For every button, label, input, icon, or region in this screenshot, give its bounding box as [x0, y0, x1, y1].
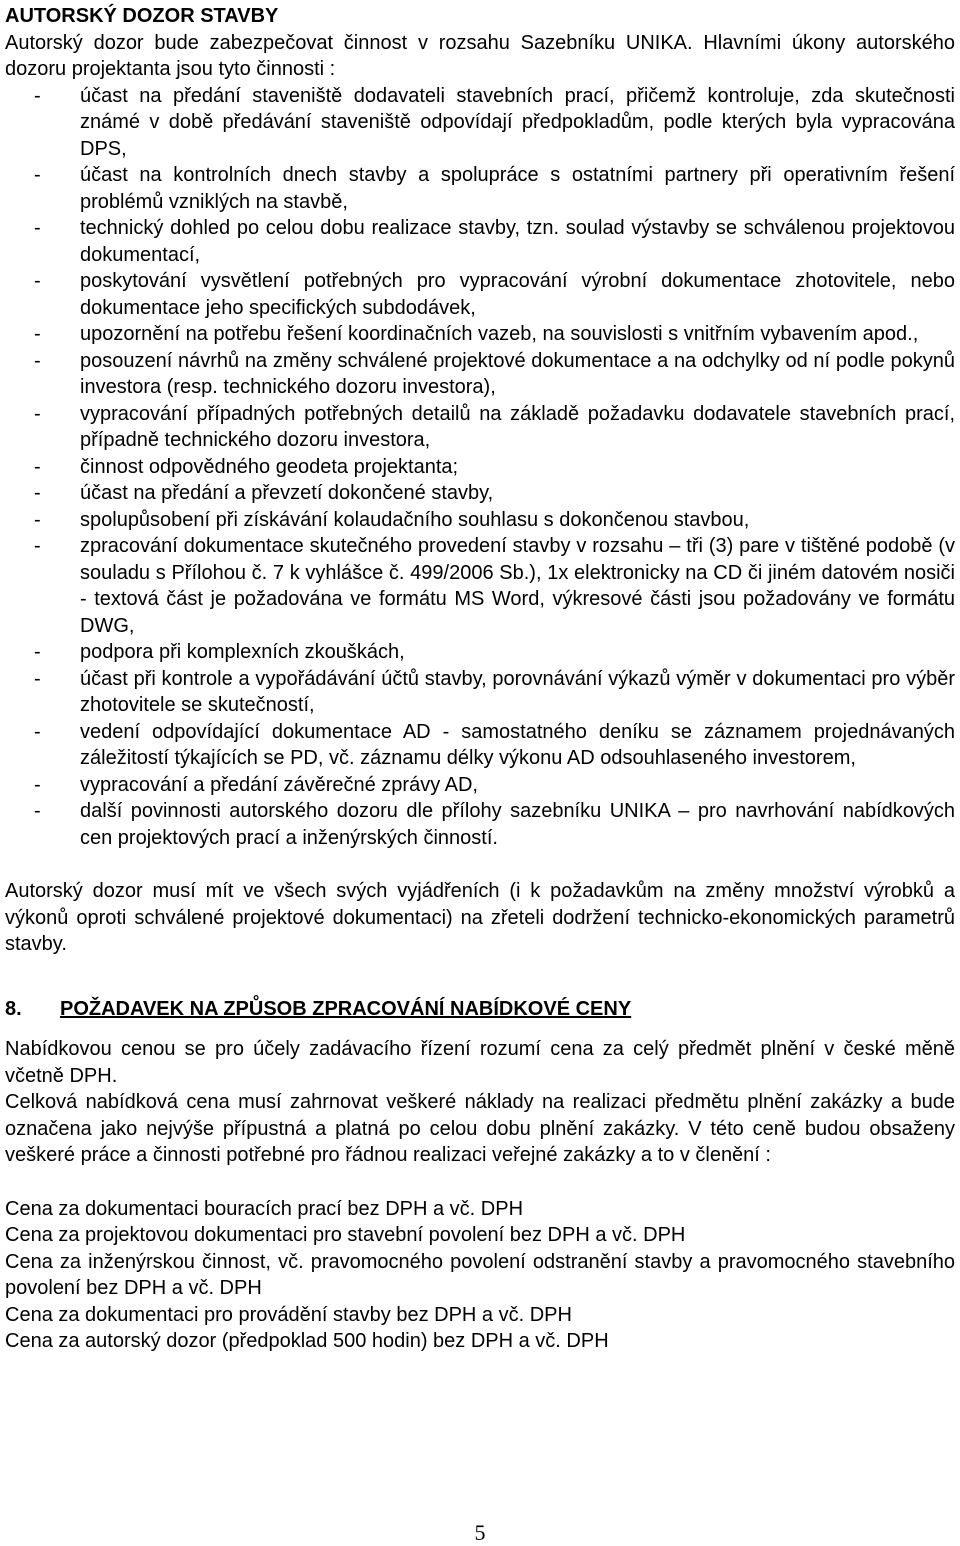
list-item: - zpracování dokumentace skutečného provedení stavby v rozsahu – tři (3) pare v tištěné podobě (v souladu s Přílohou č. 7 k vyhlášce č. 499/2006 Sb.), 1x elektronicky na CD či jiném datovém nosiči - textová část je požadována ve formátu MS Word, výkresové části jsou požadovány ve formátu DWG,	[5, 533, 955, 639]
list-item: - vedení odpovídající dokumentace AD - samostatného deníku se záznamem projednávaných záležitostí týkajících se PD, vč. záznamu délky výkonu AD odsouhlaseného investorem,	[5, 719, 955, 772]
document-page	[5, 3, 955, 1355]
page-number: 5	[474, 1520, 486, 1545]
price-item: Cena za dokumentaci pro provádění stavby bez DPH a vč. DPH	[5, 1303, 572, 1326]
list-item: - činnost odpovědného geodeta projektanta;	[5, 454, 955, 481]
list-item: - spolupůsobení při získávání kolaudačního souhlasu s dokončenou stavbou,	[5, 507, 955, 534]
closing-paragraph: Autorský dozor musí mít ve všech svých vyjádřeních (i k požadavkům na změny množství výrobků a výkonů oproti schválené projektové dokumentaci) na zřeteli dodržení technicko-ekonomických parametrů stavby.	[5, 880, 955, 955]
section-heading-autorsky-dozor: AUTORSKÝ DOZOR STAVBY	[5, 5, 279, 27]
list-item: - vypracování případných potřebných detailů na základě požadavku dodavatele stavebních prací, případně technického dozoru investora,	[5, 401, 955, 454]
list-item: - účast na kontrolních dnech stavby a spolupráce s ostatními partnery při operativním řešení problémů vzniklých na stavbě,	[5, 162, 955, 215]
list-item: - další povinnosti autorského dozoru dle přílohy sazebníku UNIKA – pro navrhování nabídkových cen projektových prací a inženýrských činností.	[5, 798, 955, 851]
price-items-list	[5, 1196, 955, 1355]
list-item: - účast na předání staveniště dodavateli stavebních prací, přičemž kontroluje, zda skutečnosti známé v době předávání staveniště odpovídají předpokladům, podle kterých byla vypracována DPS,	[5, 83, 955, 163]
price-item: Cena za inženýrskou činnost, vč. pravomocného povolení odstranění stavby a pravomocného stavebního povolení bez DPH a vč. DPH	[5, 1250, 955, 1299]
list-item: - účast na předání a převzetí dokončené stavby,	[5, 480, 955, 507]
list-item: - posouzení návrhů na změny schválené projektové dokumentace a na odchylky od ní podle pokynů investora (resp. technického dozoru investora),	[5, 348, 955, 401]
total-price-paragraph: Celková nabídková cena musí zahrnovat veškeré náklady na realizaci předmětu plnění zakázky a bude označena jako nejvýše přípustná a platná po celou dobu plnění zakázky. V této ceně budou obsaženy veškeré práce a činnosti potřebné pro řádnou realizaci veřejné zakázky a to v členění :	[5, 1091, 955, 1166]
price-definition-paragraph: Nabídkovou cenou se pro účely zadávacího řízení rozumí cena za celý předmět plnění v české měně včetně DPH.	[5, 1038, 955, 1087]
price-item: Cena za dokumentaci bouracích prací bez DPH a vč. DPH	[5, 1197, 524, 1220]
intro-paragraph: Autorský dozor bude zabezpečovat činnost v rozsahu Sazebníku UNIKA. Hlavními úkony autorského dozoru projektanta jsou tyto činnosti :	[5, 31, 955, 80]
spacer	[5, 958, 955, 996]
spacer	[5, 851, 955, 878]
duties-list	[5, 83, 955, 852]
price-item: Cena za autorský dozor (předpoklad 500 hodin) bez DPH a vč. DPH	[5, 1330, 609, 1352]
list-item: - upozornění na potřebu řešení koordinačních vazeb, na souvislosti s vnitřním vybavením apod.,	[5, 321, 955, 348]
list-item: - technický dohled po celou dobu realizace stavby, tzn. soulad výstavby se schválenou projektovou dokumentací,	[5, 215, 955, 268]
section-title: POŽADAVEK NA ZPŮSOB ZPRACOVÁNÍ NABÍDKOVÉ CENY	[60, 997, 632, 1020]
list-item: - vypracování a předání závěrečné zprávy AD,	[5, 772, 955, 799]
price-item: Cena za projektovou dokumentaci pro stavební povolení bez DPH a vč. DPH	[5, 1224, 686, 1246]
spacer	[5, 1022, 955, 1036]
list-item: - poskytování vysvětlení potřebných pro vypracování výrobní dokumentace zhotovitele, nebo dokumentace jeho specifických subdodávek,	[5, 268, 955, 321]
list-item: - podpora při komplexních zkouškách,	[5, 639, 955, 666]
section-8-heading	[5, 996, 955, 1023]
list-item: - účast při kontrole a vypořádávání účtů stavby, porovnávání výkazů výměr v dokumentaci pro výběr zhotovitele se skutečností,	[5, 666, 955, 719]
section-number: 8.	[5, 997, 22, 1020]
spacer	[5, 1169, 955, 1196]
